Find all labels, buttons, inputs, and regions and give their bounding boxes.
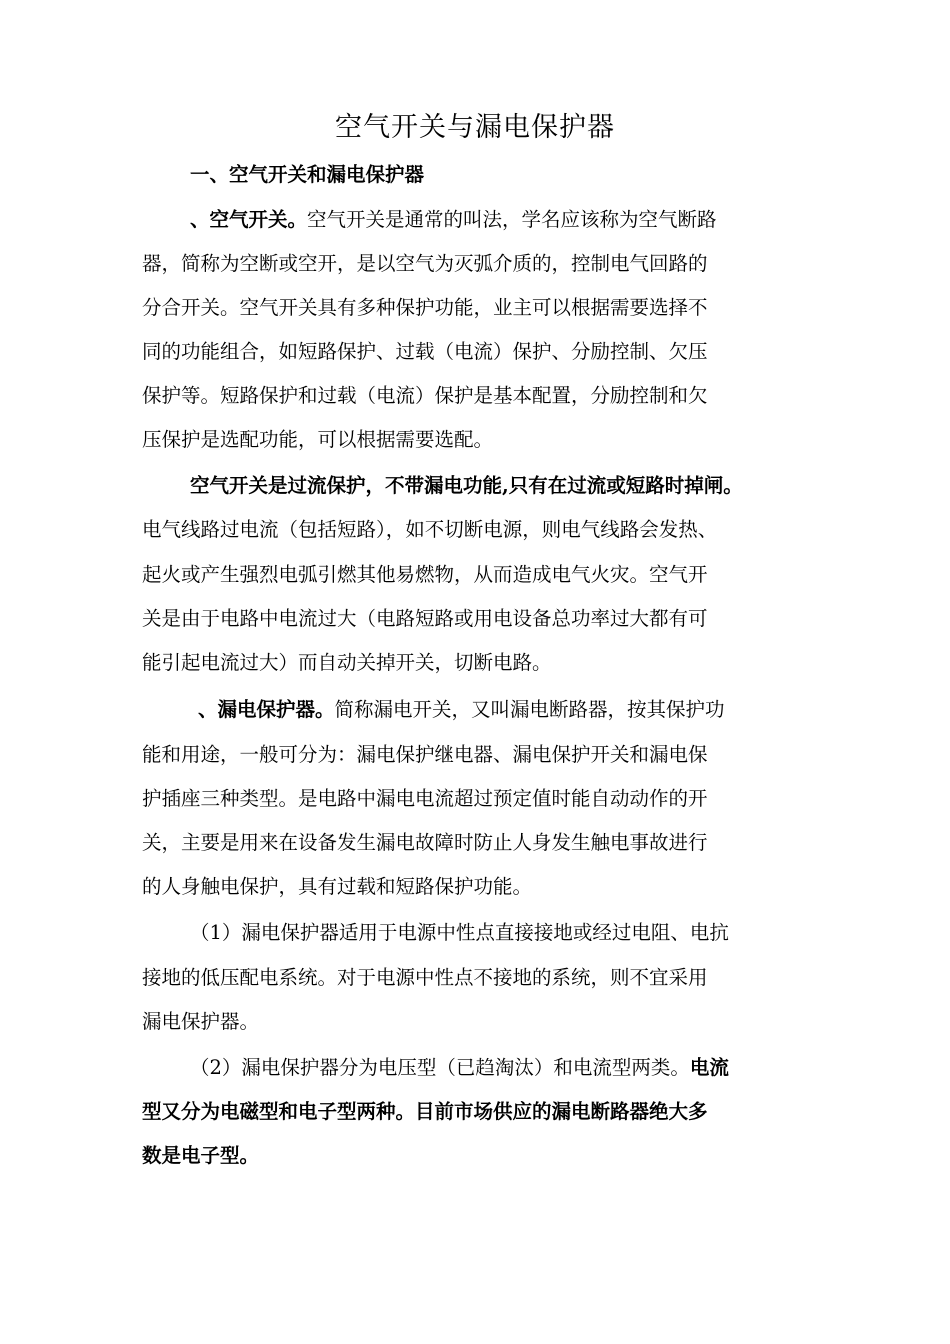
- paragraph-line: （1）漏电保护器适用于电源中性点直接接地或经过电阻、电抗: [190, 921, 729, 944]
- paragraph-line: 的人身触电保护，具有过载和短路保护功能。: [142, 875, 533, 898]
- emphasis-line: 空气开关是过流保护，不带漏电功能,只有在过流或短路时掉闸。: [190, 474, 743, 497]
- paragraph-line: 起火或产生强烈电弧引燃其他易燃物，从而造成电气火灾。空气开: [142, 563, 708, 586]
- emphasis-text: 电流: [689, 1056, 729, 1079]
- paragraph-line: 同的功能组合，如短路保护、过载（电流）保护、分励控制、欠压: [142, 340, 708, 363]
- document-title: 空气开关与漏电保护器: [335, 112, 615, 143]
- paragraph-lead: 、漏电保护器。: [198, 698, 335, 721]
- paragraph-line: 分合开关。空气开关具有多种保护功能，业主可以根据需要选择不: [142, 296, 708, 319]
- emphasis-line: 型又分为电磁型和电子型两种。目前市场供应的漏电断路器绝大多: [142, 1100, 708, 1123]
- paragraph-line: 电气线路过电流（包括短路），如不切断电源，则电气线路会发热、: [142, 518, 718, 541]
- paragraph-text: 空气开关是通常的叫法，学名应该称为空气断路: [307, 208, 717, 231]
- paragraph-lead: 、空气开关。: [190, 208, 308, 231]
- paragraph-line: [190, 1053, 729, 1083]
- emphasis-line: 数是电子型。: [142, 1144, 260, 1167]
- paragraph-line: 器，简称为空断或空开，是以空气为灭弧介质的，控制电气回路的: [142, 252, 708, 275]
- paragraph-line: 关，主要是用来在设备发生漏电故障时防止人身发生触电事故进行: [142, 831, 708, 854]
- paragraph-line: 能引起电流过大）而自动关掉开关，切断电路。: [142, 651, 552, 674]
- paragraph-line: [190, 205, 717, 235]
- paragraph-line: 漏电保护器。: [142, 1010, 260, 1033]
- paragraph-text: 简称漏电开关，又叫漏电断路器，按其保护功: [334, 698, 725, 721]
- paragraph-line: [198, 695, 725, 725]
- paragraph-line: 能和用途，一般可分为：漏电保护继电器、漏电保护开关和漏电保: [142, 743, 708, 766]
- paragraph-text: （2）漏电保护器分为电压型（已趋淘汰）和电流型两类。: [190, 1056, 690, 1079]
- section-heading: 一、空气开关和漏电保护器: [190, 163, 425, 186]
- paragraph-line: 压保护是选配功能，可以根据需要选配。: [142, 428, 494, 451]
- paragraph-line: 保护等。短路保护和过载（电流）保护是基本配置，分励控制和欠: [142, 384, 708, 407]
- paragraph-line: 关是由于电路中电流过大（电路短路或用电设备总功率过大都有可: [142, 607, 708, 630]
- paragraph-line: 护插座三种类型。是电路中漏电电流超过预定值时能自动动作的开: [142, 787, 708, 810]
- paragraph-line: 接地的低压配电系统。对于电源中性点不接地的系统，则不宜采用: [142, 966, 708, 989]
